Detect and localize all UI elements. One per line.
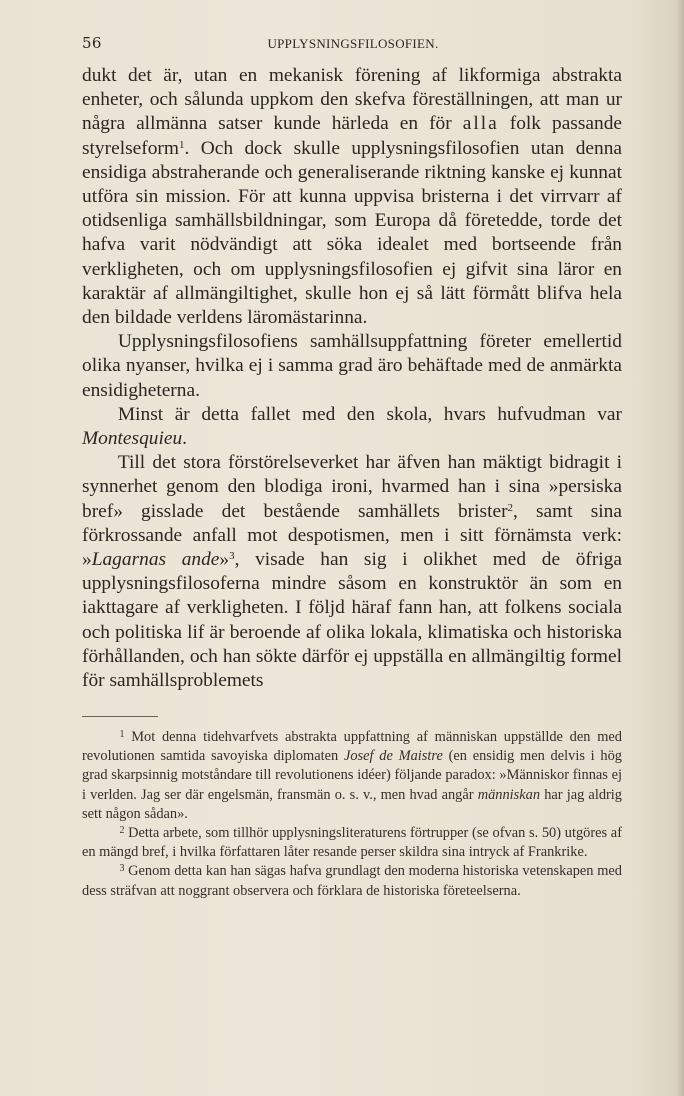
text-run: Detta arbete, som tillhör upplysningsliteraturens förtrupper (se ofvan s. 50) utgöres af en mängd bref, i hvilka författaren låter resande perser skildra sina intryck af Frankrike. (82, 825, 622, 861)
footnote-ref-3[interactable]: 3 (229, 550, 235, 563)
footnote-3 (82, 862, 622, 900)
paragraph-4 (82, 451, 622, 693)
text-run: Minst är detta fallet med den skola, hvars hufvudman var (117, 403, 622, 425)
running-title: UPPLYSNINGSFILOSOFIEN. (267, 36, 439, 51)
footnotes (82, 728, 622, 901)
text-run: , visade han sig i olikhet med de öfriga upplysningsfilosoferna mindre såsom en konstruktör än som en iakttagare af verkligheten. I följd häraf fann han, att folkens sociala och politiska lif är beroende af olika lokala, klimatiska och historiska förhållanden, och han sökte därför ej uppställa en allmängiltig formel för samhällsproblemets (82, 549, 622, 692)
footnote-2 (82, 824, 622, 862)
emphasis: människan (477, 786, 541, 803)
running-header (82, 34, 624, 56)
text-run: folk passande styrelseform (82, 113, 622, 159)
text-run: . Och dock skulle upplysningsfilosofien utan denna ensidiga abstraherande och generaliserande riktning kanske ej kunnat utföra sin mission. För att kunna uppvisa bristerna i det virrvarr af otidsenliga samhällsbildningar, som Europa då företedde, torde det hafva varit nödvändigt att söka idealet med bortseende från verkligheten, och om upplysningsfilosofien ej gifvit sina läror en karaktär af allmängiltighet, skulle hon ej så lätt förmått blifva hela den bildade verldens läromästarinna. (82, 137, 622, 329)
text-run: (en ensidig men delvis i hög grad skarpsinnig motståndare till revolutionens idéer) följande paradox: »Människor finnas ej i verlden. Jag ser där engelsmän, fransmän o. s. v., men hvad angår (82, 748, 622, 803)
text-run: har jag aldrig sett någon sådan». (82, 786, 622, 822)
footnote-1 (82, 728, 622, 824)
text-run: Genom detta kan han sägas hafva grundlagt den moderna historiska vetenskapen med dess sträfvan att noggrant observera och förklara de historiska företeelserna. (82, 863, 622, 899)
work-title: Lagarnas ande (91, 549, 220, 571)
person-name: Josef de Maistre (343, 748, 443, 765)
footnote-number: 2 (119, 825, 125, 837)
footnote-ref-2[interactable]: 2 (507, 501, 514, 514)
text-run: dukt det är, utan en mekanisk förening af likformiga abstrakta enheter, och sålunda uppkom den skefva föreställningen, att man ur några allmänna satser kunde härleda en för (82, 65, 622, 135)
footnote-separator (82, 716, 158, 717)
paragraph-2: Upplysningsfilosofiens samhällsuppfattning företer emellertid olika nyanser, hvilka ej i samma grad äro behäftade med de anmärkta ensidigheterna. (82, 331, 622, 401)
text-run: Till det stora förstörelseverket har äfven han mäktigt bidragit i synnerhet genom den blodiga ironi, hvarmed han i sina »persiska bref» gisslade det bestående samhällets brister (82, 452, 622, 522)
footnote-number: 3 (119, 863, 125, 875)
text-run: Mot denna tidehvarfvets abstrakta uppfattning af människan uppställde den med revolutionen samtida savoyiska diplomaten (82, 729, 622, 765)
page-edge-shadow (676, 0, 684, 1096)
footnote-number: 1 (119, 729, 125, 740)
footnote-ref-1[interactable]: 1 (178, 138, 185, 151)
paragraph-1 (82, 64, 622, 330)
paragraph-3 (82, 403, 622, 451)
main-text (82, 64, 622, 693)
author-name: Montesquieu (82, 428, 183, 450)
text-run: . (182, 428, 188, 450)
page-number: 56 (82, 34, 102, 52)
text-run: , samt sina förkrossande anfall mot despotismen, men i sitt förnämsta verk: » (82, 500, 622, 571)
spaced-word: alla (462, 113, 499, 135)
text-run: » (219, 549, 230, 571)
